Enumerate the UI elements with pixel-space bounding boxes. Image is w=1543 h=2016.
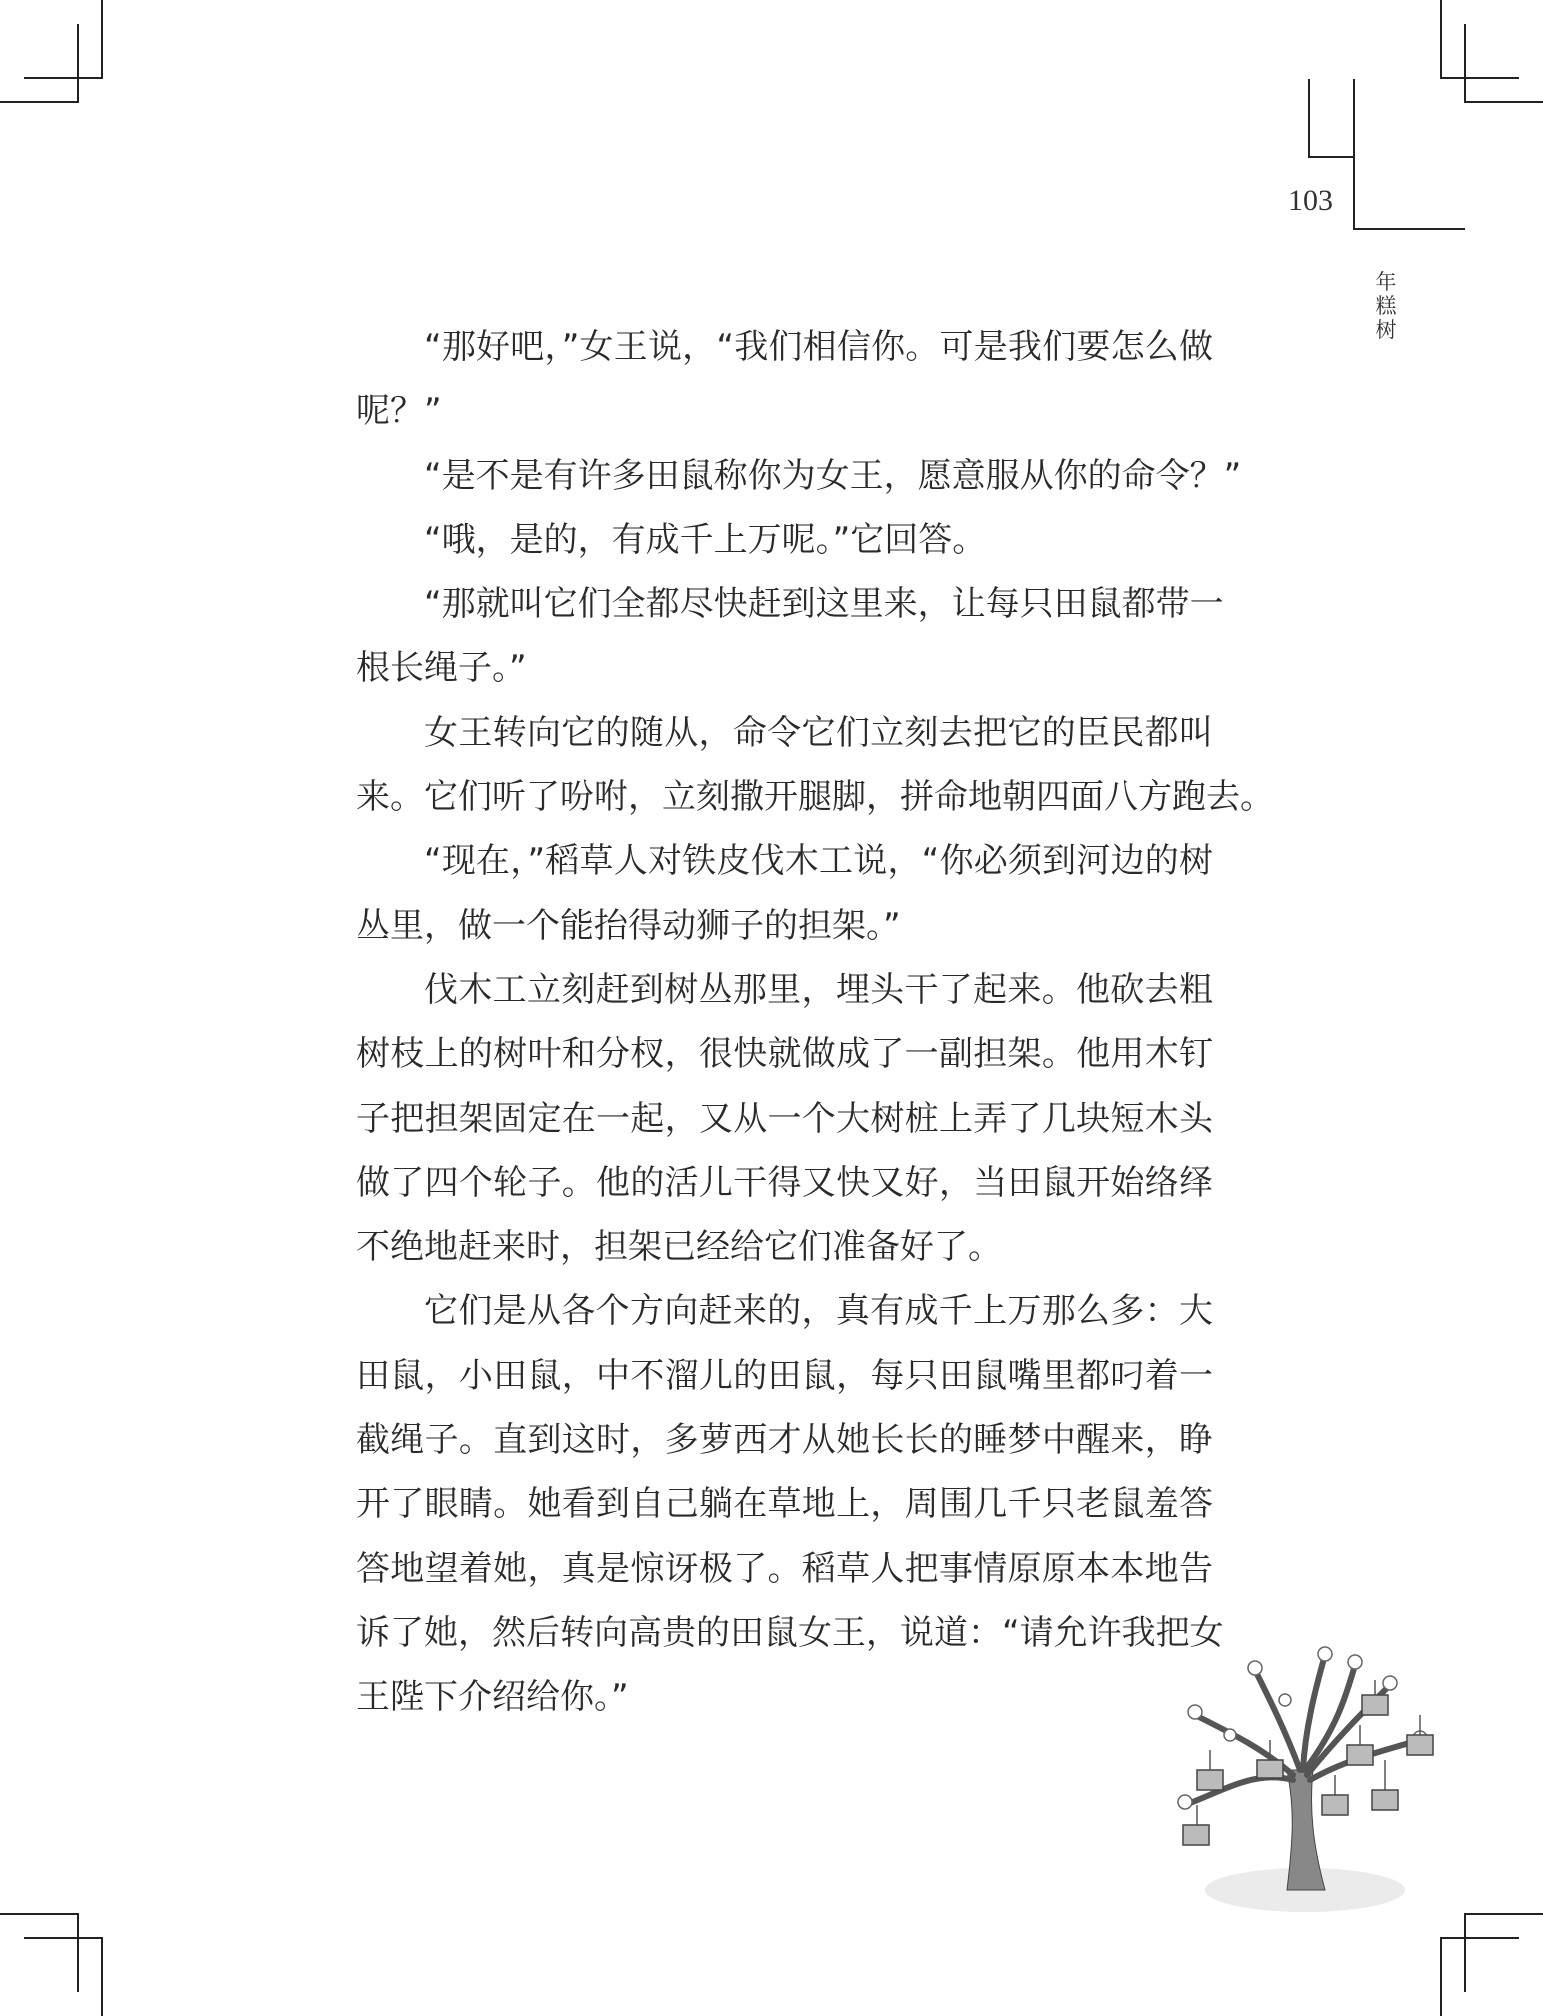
crop-line (1440, 1937, 1519, 1939)
text-line: 丛里，做一个能抬得动狮子的担架。” (356, 905, 901, 946)
frame-line (1308, 79, 1310, 158)
crop-line (1464, 24, 1466, 103)
text-line: 它们是从各个方向赶来的，真有成千上万那么多：大 (424, 1291, 1213, 1332)
frame-line (1353, 79, 1355, 230)
text-line: “那就叫它们全都尽快赶到这里来，让每只田鼠都带一 (424, 584, 1224, 625)
running-title-char: 树 (1375, 318, 1397, 342)
text-line: 答地望着她，真是惊讶极了。稻草人把事情原原本本地告 (356, 1548, 1213, 1589)
text-line: 田鼠，小田鼠，中不溜儿的田鼠，每只田鼠嘴里都叼着一 (356, 1355, 1213, 1396)
crop-line (101, 1937, 103, 2016)
page-number: 103 (1288, 184, 1333, 217)
text-line: 做了四个轮子。他的活儿干得又快又好，当田鼠开始络绎 (356, 1162, 1213, 1203)
tree-illustration (1175, 1640, 1445, 1920)
running-title-char: 糕 (1375, 294, 1397, 318)
frame-line (1353, 228, 1465, 230)
crop-line (77, 1913, 79, 1992)
crop-line (1440, 77, 1519, 79)
crop-line (24, 77, 103, 79)
crop-line (1440, 0, 1442, 79)
text-line: 根长绳子。” (356, 648, 527, 689)
frame-line (1308, 156, 1355, 158)
crop-line (1464, 1913, 1543, 1915)
text-line: 呢？” (356, 391, 442, 432)
running-title (1373, 270, 1399, 342)
text-line: 截绳子。直到这时，多萝西才从她长长的睡梦中醒来，睁 (356, 1420, 1213, 1461)
crop-line (77, 24, 79, 103)
text-line: 伐木工立刻赶到树丛那里，埋头干了起来。他砍去粗 (424, 969, 1213, 1010)
crop-line (1464, 101, 1543, 103)
text-line: 来。它们听了吩咐，立刻撒开腿脚，拼命地朝四面八方跑去。 (356, 777, 1274, 818)
text-line: “现在，”稻草人对铁皮伐木工说，“你必须到河边的树 (424, 841, 1213, 882)
body-text (356, 315, 1274, 1730)
crop-line (24, 1937, 103, 1939)
text-line: 王陛下介绍给你。” (356, 1677, 629, 1718)
text-line: “是不是有许多田鼠称你为女王，愿意服从你的命令？” (424, 455, 1242, 496)
text-line: “那好吧，”女王说，“我们相信你。可是我们要怎么做 (424, 327, 1213, 367)
crop-line (0, 1913, 79, 1915)
text-line: 开了眼睛。她看到自己躺在草地上，周围几千只老鼠羞答 (356, 1484, 1213, 1525)
text-line: “哦，是的，有成千上万呢。”它回答。 (424, 519, 987, 560)
tree-trunk (1287, 1770, 1325, 1890)
text-line: 诉了她，然后转向高贵的田鼠女王，说道：“请允许我把女 (356, 1612, 1224, 1653)
text-line: 女王转向它的随从，命令它们立刻去把它的臣民都叫 (424, 712, 1213, 753)
text-line: 子把担架固定在一起，又从一个大树桩上弄了几块短木头 (356, 1098, 1213, 1139)
crop-line (1464, 1913, 1466, 1992)
crop-line (0, 101, 79, 103)
running-title-char: 年 (1375, 270, 1397, 294)
text-line: 树枝上的树叶和分杈，很快就做成了一副担架。他用木钉 (356, 1034, 1213, 1075)
text-line: 不绝地赶来时，担架已经给它们准备好了。 (356, 1227, 1002, 1268)
crop-line (101, 0, 103, 79)
crop-line (1440, 1937, 1442, 2016)
